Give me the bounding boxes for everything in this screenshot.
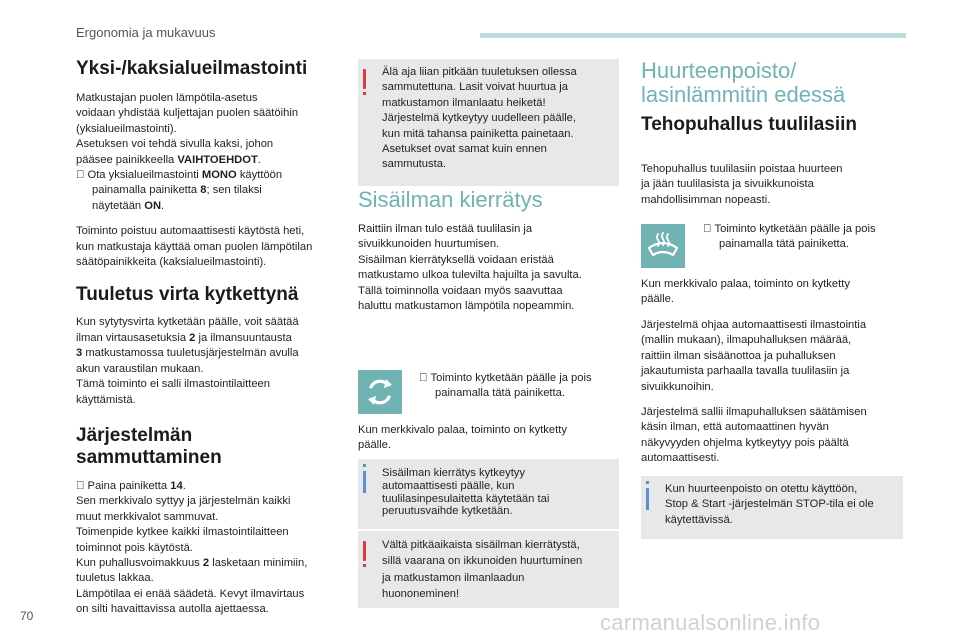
text-line: säätöpainikkeita (kaksialueilmastointi).: [76, 256, 267, 269]
watermark: carmanualsonline.info: [600, 610, 821, 635]
ventilation-paragraph: [76, 315, 346, 407]
text-line: Toiminto poistuu automaattisesti käytöstä heti,: [76, 225, 305, 238]
control-number: 2: [202, 556, 210, 569]
text-line: Järjestelmä ohjaa automaattisesti ilmastointia: [641, 319, 867, 331]
windscreen-demist-icon: [641, 224, 685, 268]
text-line: mahdollisimman nopeasti.: [641, 193, 771, 206]
page-number: 70: [20, 609, 34, 623]
text-line: Kun puhallusvoimakkuus: [76, 556, 203, 569]
text-line: Vältä pitkäaikaista sisäilman kierrätystä,: [382, 539, 580, 551]
heading-line: Järjestelmän: [76, 424, 193, 446]
heading-line: lasinlämmitin edessä: [641, 82, 846, 107]
text-punct: .: [182, 479, 186, 492]
info-box-recirculation: [358, 459, 619, 529]
control-number: 3: [76, 347, 83, 360]
info-text: [665, 482, 901, 528]
bullet-icon: [419, 372, 427, 384]
mono-bullet: [76, 168, 346, 214]
text-line: Kun huurteenpoisto on otettu käyttöön,: [665, 483, 858, 495]
text-line: automaattisesti päälle, kun: [382, 479, 515, 492]
text-line: Asetuksen voi tehdä sivulla kaksi, johon: [76, 138, 274, 151]
text-line: Kun merkkivalo palaa, toiminto on kytketty: [641, 278, 850, 290]
text-line: on silti havaittavissa autolla ajettaessa.: [76, 603, 269, 616]
text-line: Raittiin ilman tulo estää tuulilasin ja: [358, 223, 533, 235]
text-line: Stop & Start -järjestelmän STOP-tila ei ole: [665, 498, 874, 511]
switch-off-paragraph: [76, 479, 346, 618]
text-line: painamalla tätä painiketta.: [435, 387, 565, 400]
section-header: Ergonomia ja mukavuus: [76, 25, 216, 40]
warning-text: [382, 65, 616, 173]
info-i-icon: [646, 488, 649, 510]
demist-manual-paragraph: [641, 405, 903, 467]
warning-text: [382, 537, 616, 603]
text-line: Toimenpide kytkee kaikki ilmastointilaitteen: [76, 526, 289, 539]
heading-switch-off: [76, 425, 346, 469]
bullet-icon: [76, 169, 84, 181]
text-line: Järjestelmä kytkeytyy uudelleen päälle,: [382, 112, 577, 125]
text-line: lasketaan minimiin,: [209, 556, 308, 569]
on-keyword: ON: [144, 199, 162, 212]
text-line: haluttu matkustamon lämpötila nopeammin.: [358, 300, 575, 313]
heading-demist: [641, 59, 845, 107]
button-number: 14: [170, 479, 183, 492]
text-line: akun varaustilan mukaan.: [76, 362, 204, 375]
indent: [76, 200, 164, 212]
text-line: Kun merkkivalo palaa, toiminto on kytketty: [358, 424, 567, 436]
demist-indicator-paragraph: [641, 277, 903, 308]
text-line: Sen merkkivalo syttyy ja järjestelmän kaikki: [76, 495, 291, 508]
text-punct: .: [257, 153, 261, 166]
text-line: näytetään: [92, 199, 145, 212]
column-1: [76, 58, 346, 618]
auto-disable-paragraph: [76, 224, 346, 270]
info-i-dot: [646, 481, 649, 484]
text-line: Matkustajan puolen lämpötila-asetus: [76, 92, 258, 104]
dual-zone-paragraph: [76, 91, 346, 168]
recirculation-paragraph: [358, 222, 620, 314]
text-line: Tämä toiminto ei salli ilmastointilaitteen: [76, 378, 270, 391]
demist-bullet: [703, 222, 903, 253]
text-line: Tällä toiminnolla voidaan myös saavuttaa: [358, 284, 563, 297]
text-line: käytettävissä.: [665, 513, 733, 526]
heading-windscreen-blower: Tehopuhallus tuulilasiin: [641, 114, 858, 135]
text-line: Asetukset ovat samat kuin ennen: [382, 143, 547, 156]
text-line: Sisäilman kierrätys kytkeytyy: [382, 467, 525, 479]
text-line: näkyvyyden ohjelma kytkeytyy pois päältä: [641, 436, 849, 449]
text-line: peruutusvaihde kytketään.: [382, 505, 513, 518]
text-line: sivuikkunoihin.: [641, 380, 714, 393]
text-line: käsin ilman, että automaattinen hyvän: [641, 421, 829, 434]
text-punct: .: [161, 199, 165, 212]
warning-box-recirculation: [358, 531, 619, 608]
info-box-demist: [641, 476, 903, 539]
control-number: 2: [189, 331, 196, 344]
text-line: Järjestelmä sallii ilmapuhalluksen säätämisen: [641, 406, 867, 418]
demist-auto-paragraph: [641, 318, 903, 395]
text-line: Sisäilman kierrätyksellä voidaan eristää: [358, 253, 554, 266]
text-line: toiminnot pois käytöstä.: [76, 541, 193, 554]
text-line: käyttöön: [236, 169, 283, 182]
bullet-icon: [703, 223, 711, 235]
text-line: kun mitä tahansa painiketta painetaan.: [382, 127, 574, 140]
recirculation-indicator-paragraph: [358, 423, 620, 454]
text-line: ilman virtausasetuksia: [76, 331, 190, 344]
text-line: Ota yksialueilmastointi: [87, 169, 202, 182]
heading-dual-zone: Yksi-/kaksialueilmastointi: [76, 58, 308, 79]
text-line: automaattisesti.: [641, 452, 720, 465]
text-line: jakautumista parhaalla tavalla tuulilasiin ja: [641, 365, 850, 378]
recirculation-bullet: [419, 371, 619, 402]
info-i-dot: [363, 464, 366, 467]
text-line: Lämpötilaa ei enää säädetä. Kevyt ilmavirtaus: [76, 587, 305, 600]
heading-line: Huurteenpoisto/: [641, 58, 797, 83]
text-line: sillä vaarana on ikkunoiden huurtuminen: [382, 555, 583, 568]
warning-exclamation-icon: [363, 541, 366, 561]
air-recirculation-icon: [358, 370, 402, 414]
text-line: matkustamo ulkoa tulevilta hajuilta ja savulta.: [358, 269, 582, 282]
warning-box-ventilation-off: [358, 59, 619, 186]
text-line: voidaan yhdistää kuljettajan puolen säätöihin: [76, 107, 299, 120]
text-line: käyttämistä.: [76, 393, 136, 406]
text-line: Paina painiketta: [87, 479, 171, 492]
text-line: Toiminto kytketään päälle ja pois: [430, 372, 592, 384]
heading-line: sammuttaminen: [76, 446, 222, 468]
text-line: Kun sytytysvirta kytketään päälle, voit säätää: [76, 316, 299, 329]
text-line: tuulilasinpesulaitetta käytetään tai: [382, 492, 550, 505]
bullet-icon: [76, 480, 84, 492]
indent: [76, 184, 262, 196]
text-line: päälle.: [358, 439, 391, 452]
warning-exclamation-dot: [363, 564, 366, 567]
info-text: [382, 467, 614, 518]
heading-ventilation: Tuuletus virta kytkettynä: [76, 284, 299, 306]
text-line: Toiminto kytketään päälle ja pois: [714, 223, 876, 235]
text-line: tuuletus lakkaa.: [76, 572, 154, 585]
info-i-icon: [363, 471, 366, 493]
text-line: ja ilmansuuntausta: [195, 331, 292, 344]
text-line: ; sen tilaksi: [206, 184, 262, 197]
demist-intro-paragraph: [641, 162, 903, 208]
warning-exclamation-dot: [363, 92, 366, 95]
header-bar: [480, 33, 906, 38]
text-line: sammutettuna. Lasit voivat huurtua ja: [382, 81, 568, 94]
mono-keyword: MONO: [201, 169, 237, 182]
text-line: sivuikkunoiden huurtumisen.: [358, 238, 500, 251]
heading-recirculation: Sisäilman kierrätys: [358, 187, 543, 212]
text-line: kun matkustaja käyttää oman puolen lämpötilan: [76, 240, 313, 253]
text-line: (mallin mukaan), ilmapuhalluksen määrää,: [641, 334, 852, 347]
text-line: raittiin ilman sisäänottoa ja puhalluksen: [641, 349, 836, 362]
text-line: muut merkkivalot sammuvat.: [76, 510, 219, 523]
text-line: painamalla painiketta: [92, 184, 201, 197]
warning-exclamation-icon: [363, 69, 366, 89]
text-line: pääsee painikkeella: [76, 153, 178, 166]
text-line: Älä aja liian pitkään tuuletuksen ollessa: [382, 66, 577, 78]
text-line: huononeminen!: [382, 588, 460, 601]
text-line: ja jään tuulilasista ja sivuikkunoista: [641, 178, 814, 191]
text-line: painamalla tätä painiketta.: [719, 238, 849, 251]
text-line: matkustamossa tuuletusjärjestelmän avulla: [82, 347, 299, 360]
options-keyword: VAIHTOEHDOT: [177, 153, 258, 166]
text-line: matkustamon ilmanlaatu heiketä!: [382, 96, 546, 109]
text-line: ja matkustamon ilmanlaadun: [382, 571, 525, 584]
button-number: 8: [200, 184, 207, 197]
text-line: sammutusta.: [382, 158, 447, 171]
text-line: (yksialueilmastointi).: [76, 122, 177, 135]
text-line: Tehopuhallus tuulilasiin poistaa huurteen: [641, 163, 843, 175]
text-line: päälle.: [641, 293, 674, 306]
